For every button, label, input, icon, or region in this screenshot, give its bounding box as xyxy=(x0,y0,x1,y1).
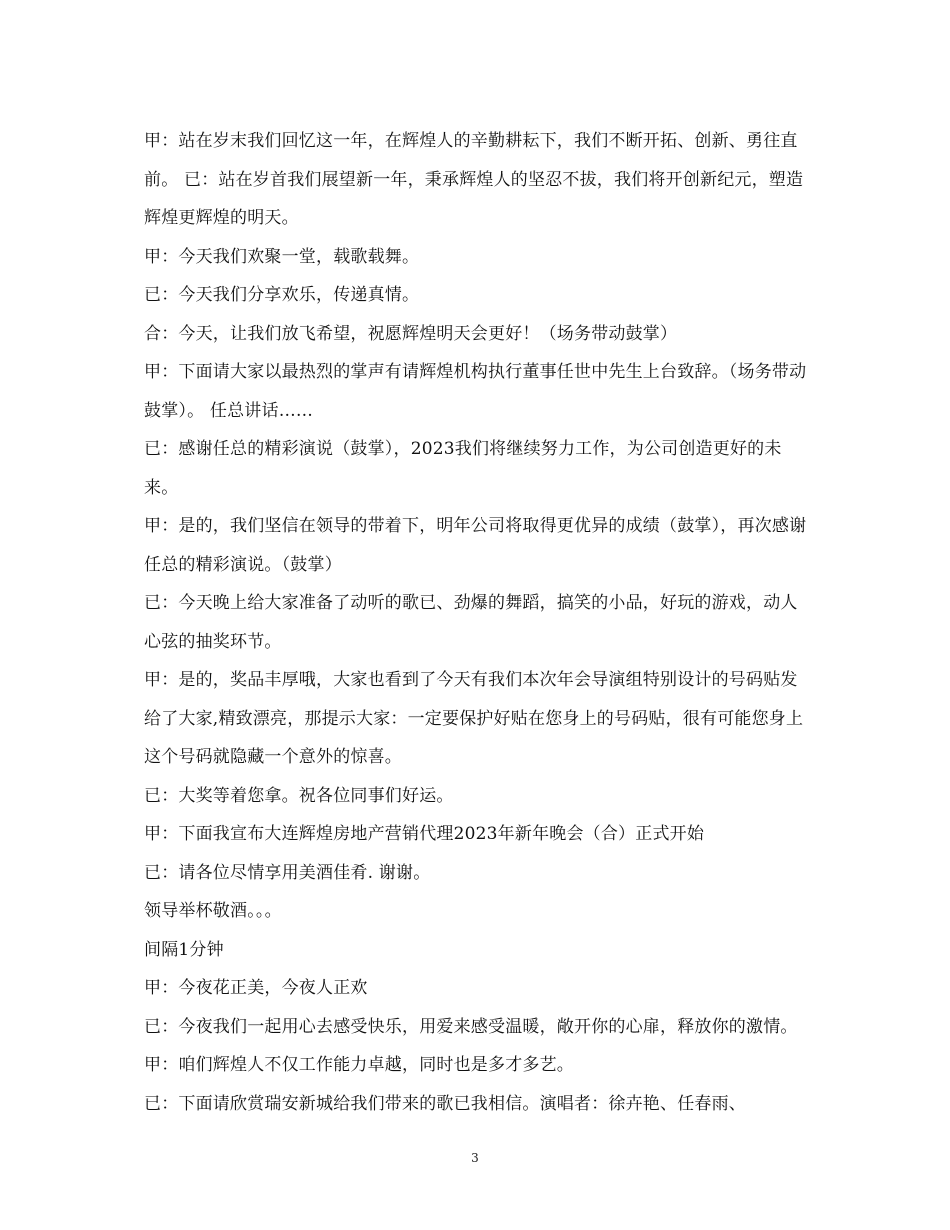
paragraph-6: 已：感谢任总的精彩演说（鼓掌），2023我们将继续努力工作，为公司创造更好的未来。 xyxy=(144,439,782,498)
paragraph-14: 间隔1分钟 xyxy=(144,939,224,960)
paragraph-15: 甲：今夜花正美，今夜人正欢 xyxy=(144,978,368,998)
paragraph-5: 甲：下面请大家以最热烈的掌声有请辉煌机构执行董事任世中先生上台致辞。（场务带动鼓掌）。 任总讲话…… xyxy=(144,362,807,421)
paragraph-12: 已：请各位尽情享用美酒佳肴. 谢谢。 xyxy=(144,862,431,883)
paragraph-13: 领导举杯敬酒。。。 xyxy=(144,901,282,921)
paragraph-11: 甲：下面我宣布大连辉煌房地产营销代理2023年新年晚会（合）正式开始 xyxy=(144,824,705,844)
paragraph-7: 甲：是的，我们坚信在领导的带着下，明年公司将取得更优异的成绩（鼓掌），再次感谢任总的精彩演说。（鼓掌） xyxy=(144,516,807,575)
paragraph-4: 合：今天，让我们放飞希望，祝愿辉煌明天会更好！（场务带动鼓掌） xyxy=(144,323,678,344)
paragraph-9: 甲：是的，奖品丰厚哦，大家也看到了今天有我们本次年会导演组特别设计的号码贴发给了大家,精致漂亮，那提示大家：一定要保护好贴在您身上的号码贴，很有可能您身上这个号码就隐藏一个意外的惊喜。 xyxy=(144,670,804,767)
paragraph-1: 甲：站在岁末我们回忆这一年，在辉煌人的辛勤耕耘下，我们不断开拓、创新、勇往直前。 已：站在岁首我们展望新一年，秉承辉煌人的坚忍不拔，我们将开创新纪元，塑造辉煌更辉煌的明天。 xyxy=(144,131,804,228)
paragraph-2: 甲：今天我们欢聚一堂，载歌载舞。 xyxy=(144,246,420,267)
page-number: 3 xyxy=(471,1151,479,1165)
paragraph-18: 已：下面请欣赏瑞安新城给我们带来的歌已我相信。演唱者：徐卉艳、任春雨、 xyxy=(144,1093,746,1114)
paragraph-17: 甲：咱们辉煌人不仅工作能力卓越，同时也是多才多艺。 xyxy=(144,1055,574,1075)
paragraph-3: 已：今天我们分享欢乐，传递真情。 xyxy=(144,285,420,305)
document-body xyxy=(144,122,812,1123)
paragraph-16: 已：今夜我们一起用心去感受快乐，用爱来感受温暖，敞开你的心扉，释放你的激情。 xyxy=(144,1016,798,1037)
paragraph-8: 已：今天晚上给大家准备了动听的歌已、劲爆的舞蹈，搞笑的小品，好玩的游戏，动人心弦的抽奖环节。 xyxy=(144,593,798,652)
paragraph-10: 已：大奖等着您拿。祝各位同事们好运。 xyxy=(144,785,454,806)
